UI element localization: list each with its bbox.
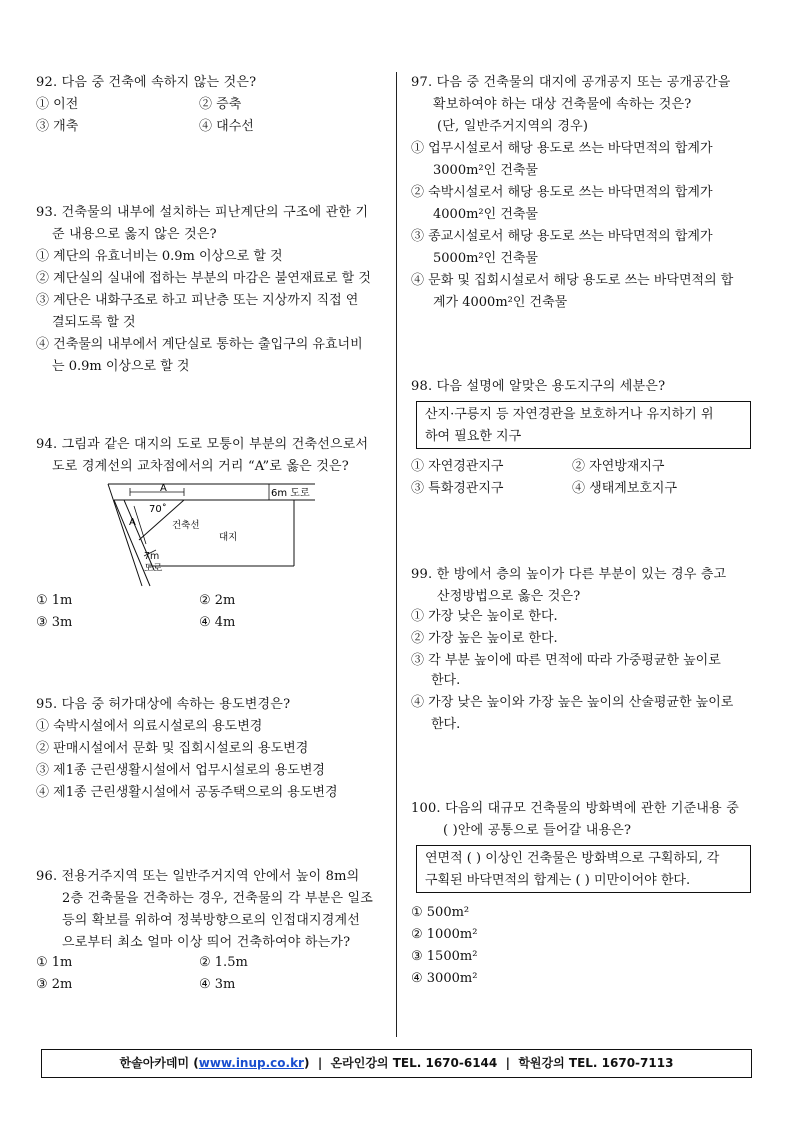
q94-option-2[interactable]: ② 2m xyxy=(199,593,236,608)
q99-option-4-cont: 한다. xyxy=(431,717,461,732)
q100-option-1[interactable]: ① 500m² xyxy=(411,905,470,920)
q93-option-2[interactable]: ② 계단실의 실내에 접하는 부분의 마감은 불연재료로 할 것 xyxy=(36,271,371,286)
question-93-stem-line-2: 준 내용으로 옳지 않은 것은? xyxy=(52,227,217,242)
q93-option-3-cont: 결되도록 할 것 xyxy=(52,315,136,330)
q100-option-3[interactable]: ③ 1500m² xyxy=(411,949,478,964)
footer-banner xyxy=(41,1049,752,1078)
q97-option-2-cont: 4000m²인 건축물 xyxy=(433,207,538,222)
question-100-stem-line-1: 100. 다음의 대규모 건축물의 방화벽에 관한 기준내용 중 xyxy=(411,801,739,816)
q100-box-line-1: 연면적 ( ) 이상인 건축물은 방화벽으로 구획하되, 각 xyxy=(425,851,720,866)
q98-option-3[interactable]: ③ 특화경관지구 xyxy=(411,481,504,496)
question-94-stem-line-2: 도로 경계선의 교차점에서의 거리 “A”로 옳은 것은? xyxy=(52,459,349,474)
question-97-stem-line-2: 확보하여야 하는 대상 건축물에 속하는 것은? xyxy=(433,97,692,112)
q97-option-1[interactable]: ① 업무시설로서 해당 용도로 쓰는 바닥면적의 합계가 xyxy=(411,141,713,156)
q98-option-1[interactable]: ① 자연경관지구 xyxy=(411,459,504,474)
q95-option-3[interactable]: ③ 제1종 근린생활시설에서 업무시설로의 용도변경 xyxy=(36,763,325,778)
question-99-stem-line-1: 99. 한 방에서 층의 높이가 다른 부분이 있는 경우 층고 xyxy=(411,567,727,582)
question-92-stem: 92. 다음 중 건축에 속하지 않는 것은? xyxy=(36,75,257,90)
footer-brand: 한솔아카데미 ( xyxy=(119,1056,199,1070)
q95-option-2[interactable]: ② 판매시설에서 문화 및 집회시설로의 용도변경 xyxy=(36,741,309,756)
question-96-stem-line-2: 2층 건축물을 건축하는 경우, 건축물의 각 부분은 일조 xyxy=(62,891,374,906)
question-96-stem-line-4: 으로부터 최소 얼마 이상 띄어 건축하여야 하는가? xyxy=(62,935,351,950)
q92-option-2[interactable]: ② 증축 xyxy=(199,97,242,112)
column-divider xyxy=(396,72,397,1037)
question-96-stem-line-3: 등의 확보를 위하여 정북방향으로의 인접대지경계선 xyxy=(62,913,361,928)
dimension-a-top: A xyxy=(160,483,167,494)
question-97-stem-line-1: 97. 다음 중 건축물의 대지에 공개공지 또는 공개공간을 xyxy=(411,75,731,90)
q98-option-2[interactable]: ② 자연방재지구 xyxy=(572,459,665,474)
q94-option-1[interactable]: ① 1m xyxy=(36,593,73,608)
building-line-label: 건축선 xyxy=(172,520,200,531)
footer-contact: ) | 온라인강의 TEL. 1670-6144 | 학원강의 TEL. 1670-7113 xyxy=(303,1056,674,1070)
question-97-stem-line-3: (단, 일반주거지역의 경우) xyxy=(437,119,589,134)
q99-option-1[interactable]: ① 가장 낮은 높이로 한다. xyxy=(411,609,558,624)
q97-option-4-cont: 계가 4000m²인 건축물 xyxy=(433,295,568,310)
q97-option-3-cont: 5000m²인 건축물 xyxy=(433,251,538,266)
q100-option-2[interactable]: ② 1000m² xyxy=(411,927,478,942)
q93-option-4-cont: 는 0.9m 이상으로 할 것 xyxy=(52,359,190,374)
question-93-stem-line-1: 93. 건축물의 내부에 설치하는 피난계단의 구조에 관한 기 xyxy=(36,205,369,220)
q99-option-2[interactable]: ② 가장 높은 높이로 한다. xyxy=(411,631,558,646)
angle-label: 70˚ xyxy=(149,504,167,515)
q97-option-4[interactable]: ④ 문화 및 집회시설로서 해당 용도로 쓰는 바닥면적의 합 xyxy=(411,273,734,288)
q97-option-1-cont: 3000m²인 건축물 xyxy=(433,163,538,178)
q98-box-line-1: 산지·구릉지 등 자연경관을 보호하거나 유지하기 위 xyxy=(425,407,714,422)
q96-option-3[interactable]: ③ 2m xyxy=(36,977,73,992)
question-100-stem-line-2: ( )안에 공통으로 들어갈 내용은? xyxy=(443,823,632,838)
q97-option-3[interactable]: ③ 종교시설로서 해당 용도로 쓰는 바닥면적의 합계가 xyxy=(411,229,713,244)
q93-option-3[interactable]: ③ 계단은 내화구조로 하고 피난층 또는 지상까지 직접 연 xyxy=(36,293,359,308)
q97-option-2[interactable]: ② 숙박시설로서 해당 용도로 쓰는 바닥면적의 합계가 xyxy=(411,185,713,200)
question-94-stem-line-1: 94. 그림과 같은 대지의 도로 모퉁이 부분의 건축선으로서 xyxy=(36,437,369,452)
q96-option-4[interactable]: ④ 3m xyxy=(199,977,236,992)
footer-website-link[interactable]: www.inup.co.kr xyxy=(198,1056,304,1070)
site-label: 대지 xyxy=(219,532,238,543)
q99-option-3[interactable]: ③ 각 부분 높이에 따른 면적에 따라 가중평균한 높이로 xyxy=(411,653,721,668)
q95-option-4[interactable]: ④ 제1종 근린생활시설에서 공동주택으로의 용도변경 xyxy=(36,785,338,800)
q100-description-box xyxy=(416,845,751,893)
q94-option-4[interactable]: ④ 4m xyxy=(199,615,236,630)
q92-option-3[interactable]: ③ 개축 xyxy=(36,119,79,134)
road-corner-diagram xyxy=(100,478,320,590)
q92-option-4[interactable]: ④ 대수선 xyxy=(199,119,254,134)
q96-option-2[interactable]: ② 1.5m xyxy=(199,955,248,970)
q96-option-1[interactable]: ① 1m xyxy=(36,955,73,970)
q98-box-line-2: 하여 필요한 지구 xyxy=(425,429,522,444)
q94-option-3[interactable]: ③ 3m xyxy=(36,615,73,630)
q99-option-4[interactable]: ④ 가장 낮은 높이와 가장 높은 높이의 산술평균한 높이로 xyxy=(411,695,734,710)
q100-box-line-2: 구획된 바닥면적의 합계는 ( ) 미만이어야 한다. xyxy=(425,873,691,888)
question-95-stem: 95. 다음 중 허가대상에 속하는 용도변경은? xyxy=(36,697,291,712)
left-road-text: 7m 도로 xyxy=(144,551,163,574)
q100-option-4[interactable]: ④ 3000m² xyxy=(411,971,478,986)
q93-option-1[interactable]: ① 계단의 유효너비는 0.9m 이상으로 할 것 xyxy=(36,249,283,264)
q93-option-4[interactable]: ④ 건축물의 내부에서 계단실로 통하는 출입구의 유효너비 xyxy=(36,337,363,352)
q95-option-1[interactable]: ① 숙박시설에서 의료시설로의 용도변경 xyxy=(36,719,263,734)
q92-option-1[interactable]: ① 이전 xyxy=(36,97,79,112)
top-road-label: 6m 도로 xyxy=(271,488,310,499)
q98-option-4[interactable]: ④ 생태계보호지구 xyxy=(572,481,678,496)
q99-option-3-cont: 한다. xyxy=(431,673,461,688)
question-99-stem-line-2: 산정방법으로 옳은 것은? xyxy=(437,589,581,604)
dimension-a-left: A xyxy=(129,517,136,528)
question-96-stem-line-1: 96. 전용거주지역 또는 일반주거지역 안에서 높이 8m의 xyxy=(36,869,360,884)
left-road-label xyxy=(144,551,168,575)
q98-description-box xyxy=(416,401,751,449)
question-98-stem: 98. 다음 설명에 알맞은 용도지구의 세분은? xyxy=(411,379,666,394)
